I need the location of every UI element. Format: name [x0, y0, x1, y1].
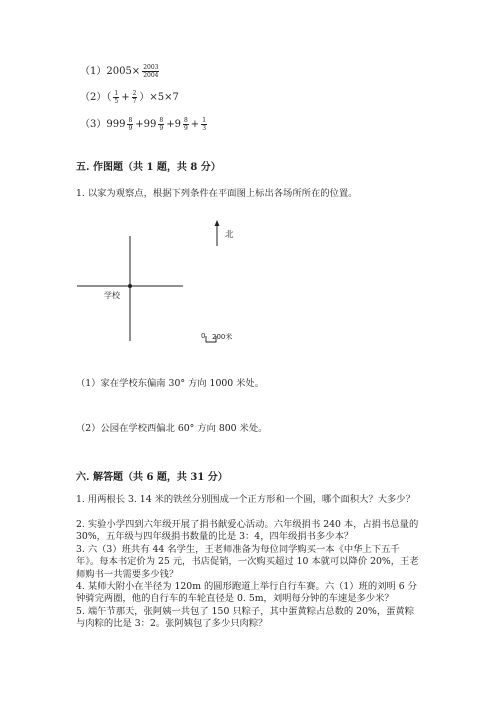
- term: +99: [135, 119, 157, 130]
- numerator: 8: [183, 117, 188, 124]
- numerator: 1: [202, 117, 207, 124]
- denominator: 5: [114, 98, 119, 105]
- denominator: 9: [183, 125, 188, 132]
- problem-2: 2. 实验小学四到六年级开展了捐书献爱心活动。六年级捐书 240 本，占捐书总量的 30%，五年级与四年级捐书数量的比是 3：4，四年级捐书多少本？: [76, 519, 419, 543]
- numerator: 8: [159, 117, 164, 124]
- plus-sign: +: [121, 92, 130, 103]
- denominator: 9: [128, 125, 133, 132]
- denominator: 9: [159, 125, 164, 132]
- problem-4: 4. 某师大附小在半径为 120m 的圆形跑道上举行自行车赛。六（1）班的刘明 6 分钟骑完两圈，他的自行车的车轮直径是 0. 5m，刘明每分钟的车速是多少米？: [76, 581, 417, 605]
- calc-1-prefix: （1）2005×: [80, 66, 141, 77]
- scale-label: 200米: [212, 333, 233, 341]
- section-5-item-2: （2）公园在学校西偏北 60° 方向 800 米处。: [76, 423, 268, 434]
- numerator: 8: [128, 117, 133, 124]
- numerator: 1: [114, 90, 119, 97]
- school-point: [128, 284, 132, 288]
- denominator: 7: [132, 98, 137, 105]
- numerator: 2003: [143, 64, 159, 71]
- section-5-title: 五. 作图题（共 1 题，共 8 分）: [76, 162, 221, 173]
- calc-3-prefix: （3）999: [80, 119, 126, 130]
- problem-3: 3. 六（3）班共有 44 名学生，王老师准备为每位同学购买一本《中华上下五千年》。每本书定价为 25 元，书店促销，一次购买超过 10 本就可以降价 20%，王老师购书一共需要多少钱？: [76, 544, 419, 580]
- problem-5: 5. 端午节那天，张阿姨一共包了 150 只粽子，其中蛋黄粽占总数的 20%，蛋黄粽与肉粽的比是 3：2。张阿姨包了多少只肉粽？: [76, 606, 415, 630]
- calc-2-open: （2）（: [80, 92, 112, 103]
- section-6-title: 六. 解答题（共 6 题，共 31 分）: [76, 472, 228, 483]
- denominator: 2004: [143, 72, 159, 79]
- school-label: 学校: [104, 291, 120, 300]
- north-arrowhead-icon: [215, 220, 220, 226]
- term: +9: [166, 119, 181, 130]
- scale-zero: 0: [201, 332, 206, 340]
- north-label: 北: [225, 230, 234, 240]
- numerator: 2: [132, 90, 137, 97]
- section-5-item-1: （1）家在学校东偏南 30° 方向 1000 米处。: [76, 378, 265, 389]
- calc-2-tail: ）×5×7: [139, 92, 179, 103]
- plus-sign: +: [190, 119, 200, 130]
- denominator: 3: [202, 125, 207, 132]
- problem-1: 1. 用两根长 3. 14 米的铁丝分别围成一个正方形和一个圆，哪个面积大？大多少？: [76, 494, 415, 505]
- section-5-intro: 1. 以家为观察点，根据下列条件在平面图上标出各场所所在的位置。: [76, 188, 358, 199]
